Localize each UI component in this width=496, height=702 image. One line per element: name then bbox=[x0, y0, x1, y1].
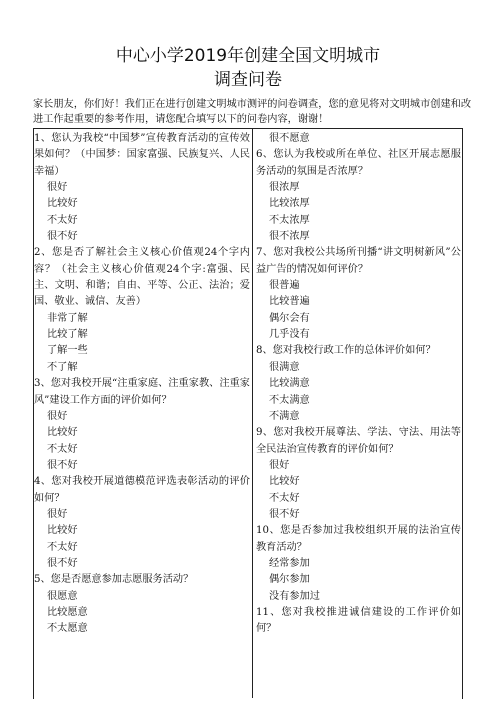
question-11: 11、您对我校推进诚信建设的工作评价如何？ bbox=[256, 606, 461, 635]
option[interactable]: 比较好 bbox=[47, 427, 78, 439]
question-5: 5、您是否愿意参加志愿服务活动？ bbox=[34, 574, 194, 586]
option[interactable]: 很浓厚 bbox=[269, 182, 300, 194]
question-8: 8、您对我校行政工作的总体评价如何？ bbox=[256, 345, 436, 357]
option[interactable]: 很不好 bbox=[47, 557, 78, 569]
option[interactable]: 偶尔会有 bbox=[269, 312, 310, 324]
option[interactable]: 不了解 bbox=[47, 361, 78, 373]
option[interactable]: 不太愿意 bbox=[47, 623, 88, 635]
option[interactable]: 不太好 bbox=[269, 492, 300, 504]
option[interactable]: 没有参加过 bbox=[269, 590, 320, 602]
option[interactable]: 不太满意 bbox=[269, 394, 310, 406]
question-3: 3、您对我校开展“注重家庭、注重家教、注重家风”建设工作方面的评价如何？ bbox=[34, 378, 250, 406]
question-4: 4、您对我校开展道德模范评选表彰活动的评价如何？ bbox=[34, 476, 250, 504]
option[interactable]: 很好 bbox=[47, 182, 68, 194]
option[interactable]: 不太浓厚 bbox=[269, 214, 310, 226]
option[interactable]: 很不好 bbox=[47, 231, 78, 243]
option[interactable]: 比较好 bbox=[47, 198, 78, 210]
option[interactable]: 比较普遍 bbox=[269, 296, 310, 308]
option[interactable]: 了解一些 bbox=[47, 345, 88, 357]
survey-intro: 家长朋友，你们好！我们正在进行创建文明城市测评的问卷调查，您的意见将对文明城市创建和改进工作起重要的参考作用，请您配合填写以下的问卷内容，谢谢！ bbox=[33, 99, 472, 125]
option[interactable]: 不太好 bbox=[47, 214, 78, 226]
option[interactable]: 很好 bbox=[47, 508, 68, 520]
option[interactable]: 很不愿意 bbox=[269, 133, 310, 144]
question-7: 7、您对我校公共场所刊播“讲文明树新风”公益广告的情况如何评价？ bbox=[256, 247, 461, 275]
option[interactable]: 很好 bbox=[269, 459, 290, 471]
option[interactable]: 很普遍 bbox=[269, 280, 300, 292]
option[interactable]: 几乎没有 bbox=[269, 329, 310, 341]
option[interactable]: 偶尔参加 bbox=[269, 574, 310, 586]
question-2: 2、您是否了解社会主义核心价值观24个字内容？（社会主义核心价值观24个字:富强、民主、文明、和谐；自由、平等、公正、法治；爱国、敬业、诚信、友善） bbox=[34, 247, 250, 308]
right-column bbox=[256, 131, 461, 638]
survey-title: 中心小学2019年创建全国文明城市 bbox=[115, 46, 381, 66]
question-9: 9、您对我校开展尊法、学法、守法、用法等全民法治宣传教育的评价如何？ bbox=[256, 427, 461, 455]
left-column bbox=[34, 131, 250, 638]
option[interactable]: 很好 bbox=[47, 410, 68, 422]
question-10: 10、您是否参加过我校组织开展的法治宣传教育活动？ bbox=[256, 525, 461, 553]
survey-subtitle: 调查问卷 bbox=[214, 70, 282, 90]
option[interactable]: 比较愿意 bbox=[47, 606, 88, 618]
question-1: 1、您认为我校“中国梦”宣传教育活动的宣传效果如何？（中国梦：国家富强、民族复兴、人民幸福） bbox=[34, 133, 250, 177]
question-6: 6、您认为我校或所在单位、社区开展志愿服务活动的氛围是否浓厚？ bbox=[256, 149, 461, 177]
option[interactable]: 比较浓厚 bbox=[269, 198, 310, 210]
column-divider bbox=[252, 128, 253, 698]
option[interactable]: 比较好 bbox=[47, 525, 78, 537]
option[interactable]: 比较了解 bbox=[47, 329, 88, 341]
option[interactable]: 很不好 bbox=[47, 459, 78, 471]
option[interactable]: 比较满意 bbox=[269, 378, 310, 390]
option[interactable]: 很不浓厚 bbox=[269, 231, 310, 243]
option[interactable]: 很满意 bbox=[269, 361, 300, 373]
option[interactable]: 经常参加 bbox=[269, 557, 310, 569]
option[interactable]: 比较好 bbox=[269, 476, 300, 488]
option[interactable]: 不太好 bbox=[47, 443, 78, 455]
option[interactable]: 不满意 bbox=[269, 410, 300, 422]
option[interactable]: 非常了解 bbox=[47, 312, 88, 324]
option[interactable]: 不太好 bbox=[47, 541, 78, 553]
option[interactable]: 很不好 bbox=[269, 508, 300, 520]
option[interactable]: 很愿意 bbox=[47, 590, 78, 602]
